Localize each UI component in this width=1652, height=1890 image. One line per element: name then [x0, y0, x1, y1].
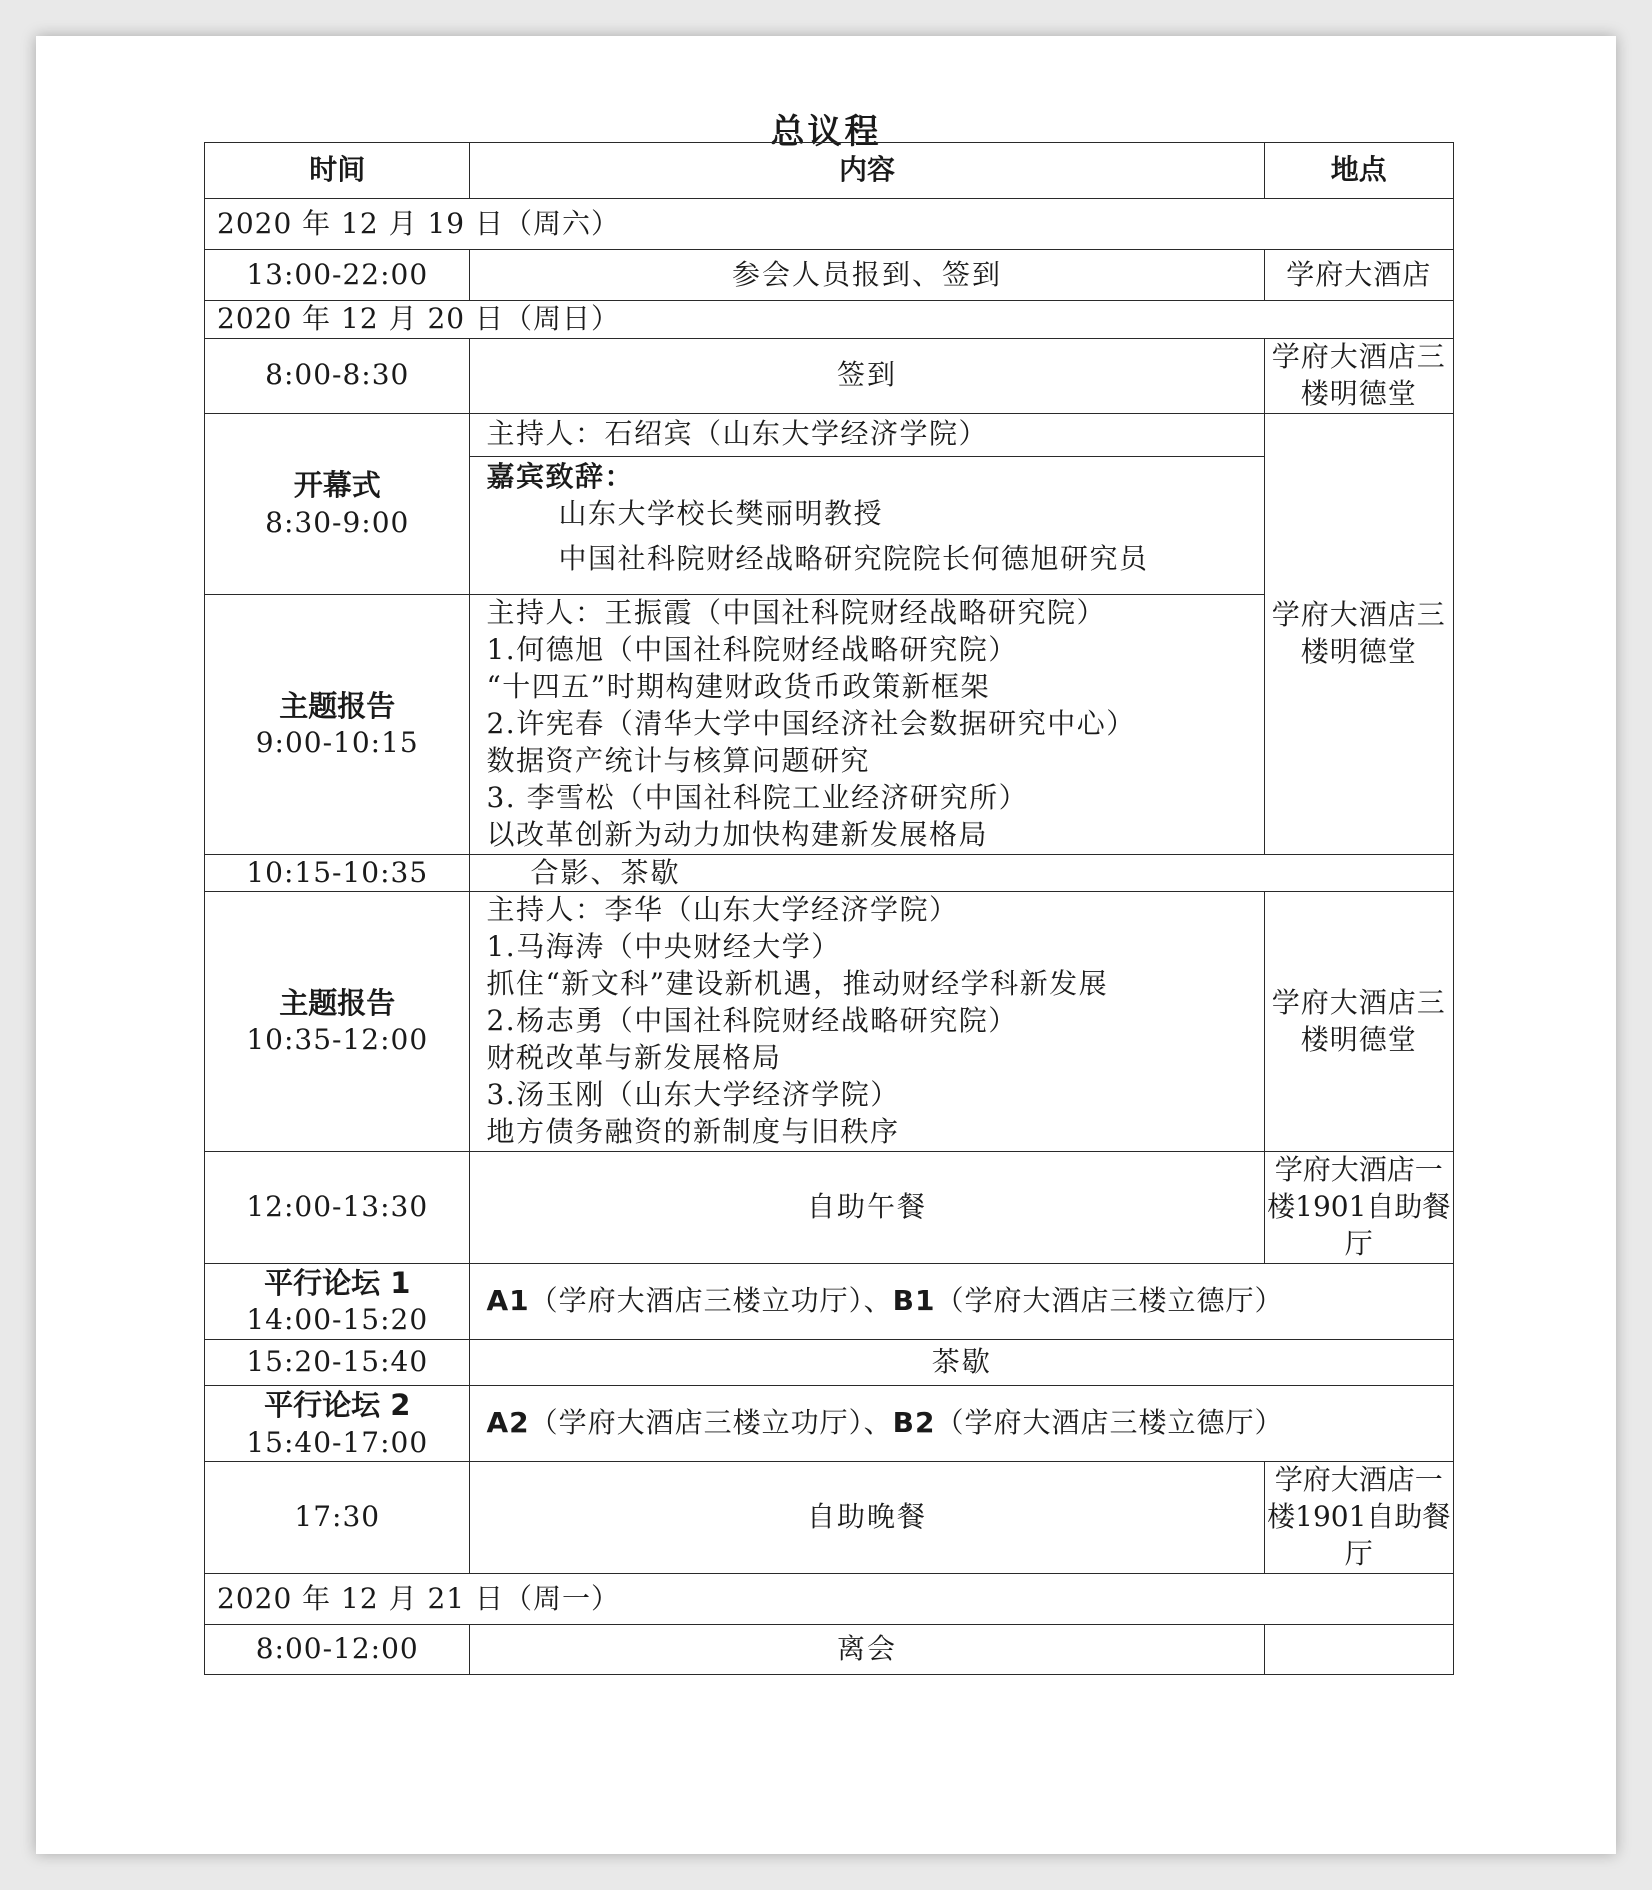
row-content: 离会: [470, 1625, 1264, 1675]
speaker-item: 中国社科院财经战略研究院院长何德旭研究员: [558, 541, 1149, 575]
date-day2: 2020 年 12 月 20 日（周日）: [205, 301, 1454, 339]
session-keynote-1: [205, 594, 470, 854]
table-row: [205, 338, 1454, 413]
row-time: 10:15-10:35: [205, 854, 470, 892]
session-name: 平行论坛 2: [264, 1388, 411, 1423]
row-time: 8:00-8:30: [205, 338, 470, 413]
forum-code: A2: [486, 1406, 530, 1440]
content-line: 1.马海涛（中央财经大学）: [486, 930, 841, 964]
row-time: 15:20-15:40: [205, 1340, 470, 1386]
row-location: [1264, 1625, 1453, 1675]
row-content: 茶歇: [470, 1340, 1454, 1386]
session-time: 14:00-15:20: [246, 1303, 429, 1337]
content-line: 财税改革与新发展格局: [486, 1041, 782, 1075]
content-line: 2.许宪春（清华大学中国经济社会数据研究中心）: [486, 706, 1136, 740]
table-row: [205, 250, 1454, 301]
header-content: 内容: [470, 143, 1264, 199]
content-line: 主持人：王振霞（中国社科院财经战略研究院）: [486, 595, 1106, 629]
row-time: 13:00-22:00: [205, 250, 470, 301]
forum-room: （学府大酒店三楼立德厅）: [935, 1284, 1284, 1318]
row-content: 自助午餐: [470, 1152, 1264, 1264]
content-line: 3. 李雪松（中国社科院工业经济研究所）: [486, 780, 1029, 814]
table-header-row: [205, 143, 1454, 199]
content-line: “十四五”时期构建财政货币政策新框架: [486, 669, 991, 703]
row-time: 17:30: [205, 1462, 470, 1574]
forum-2-content: [470, 1386, 1454, 1462]
table-row: [205, 1264, 1454, 1340]
content-line: 地方债务融资的新制度与旧秩序: [486, 1115, 900, 1149]
forum-1-content: [470, 1264, 1454, 1340]
forum-room: （学府大酒店三楼立功厅）、: [529, 1406, 893, 1440]
forum-room: （学府大酒店三楼立功厅）、: [529, 1284, 893, 1318]
row-location: 学府大酒店一楼1901自助餐厅: [1264, 1462, 1453, 1574]
table-row: [205, 1152, 1454, 1264]
session-forum-1: [205, 1264, 470, 1340]
forum-code: B2: [892, 1406, 936, 1440]
opening-speeches: [470, 456, 1264, 594]
session-forum-2: [205, 1386, 470, 1462]
session-time: 15:40-17:00: [246, 1425, 429, 1459]
row-time: 12:00-13:30: [205, 1152, 470, 1264]
session-name: 平行论坛 1: [264, 1266, 411, 1301]
header-location: 地点: [1264, 143, 1453, 199]
row-location: 学府大酒店: [1264, 250, 1453, 301]
speech-label: 嘉宾致辞：: [486, 459, 634, 493]
table-row: [205, 413, 1454, 456]
keynote-2-content: [470, 892, 1264, 1152]
table-row: [205, 1386, 1454, 1462]
row-content: 签到: [470, 338, 1264, 413]
forum-room: （学府大酒店三楼立德厅）: [935, 1406, 1284, 1440]
date-row: [205, 199, 1454, 250]
forum-code: A1: [486, 1284, 530, 1318]
agenda-table: [204, 142, 1454, 1675]
content-line: 2.杨志勇（中国社科院财经战略研究院）: [486, 1004, 1018, 1038]
row-time: 8:00-12:00: [205, 1625, 470, 1675]
session-keynote-2: [205, 892, 470, 1152]
forum-code: B1: [892, 1284, 936, 1318]
table-row: [205, 1340, 1454, 1386]
content-line: 3.汤玉刚（山东大学经济学院）: [486, 1078, 900, 1112]
content-line: 抓住“新文科”建设新机遇，推动财经学科新发展: [486, 967, 1109, 1001]
row-content: 参会人员报到、签到: [470, 250, 1264, 301]
row-content: 合影、茶歇: [470, 854, 1454, 892]
content-line: 以改革创新为动力加快构建新发展格局: [486, 817, 988, 851]
content-line: 数据资产统计与核算问题研究: [486, 743, 870, 777]
date-day3: 2020 年 12 月 21 日（周一）: [205, 1574, 1454, 1625]
content-line: 主持人：李华（山东大学经济学院）: [486, 893, 959, 927]
date-row: [205, 301, 1454, 339]
session-name: 主题报告: [279, 986, 396, 1021]
row-location: 学府大酒店一楼1901自助餐厅: [1264, 1152, 1453, 1264]
opening-location: 学府大酒店三楼明德堂: [1264, 413, 1453, 854]
date-day1: 2020 年 12 月 19 日（周六）: [205, 199, 1454, 250]
document-page: [36, 36, 1616, 1854]
date-row: [205, 1574, 1454, 1625]
row-location: 学府大酒店三楼明德堂: [1264, 338, 1453, 413]
session-time: 10:35-12:00: [246, 1023, 429, 1057]
table-row: [205, 1625, 1454, 1675]
session-time: 9:00-10:15: [255, 725, 419, 759]
page-title: 总议程: [770, 112, 882, 152]
opening-host: 主持人：石绍宾（山东大学经济学院）: [470, 413, 1264, 456]
session-name: 主题报告: [279, 688, 396, 723]
row-location: 学府大酒店三楼明德堂: [1264, 892, 1453, 1152]
row-content: 自助晚餐: [470, 1462, 1264, 1574]
table-row: [205, 854, 1454, 892]
speaker-item: 山东大学校长樊丽明教授: [558, 496, 883, 530]
keynote-1-content: [470, 594, 1264, 854]
table-row: [205, 892, 1454, 1152]
session-time: 8:30-9:00: [265, 505, 410, 539]
session-opening: [205, 413, 470, 594]
session-name: 开幕式: [293, 468, 381, 503]
header-time: 时间: [205, 143, 470, 199]
table-row: [205, 1462, 1454, 1574]
content-line: 1.何德旭（中国社科院财经战略研究院）: [486, 632, 1018, 666]
